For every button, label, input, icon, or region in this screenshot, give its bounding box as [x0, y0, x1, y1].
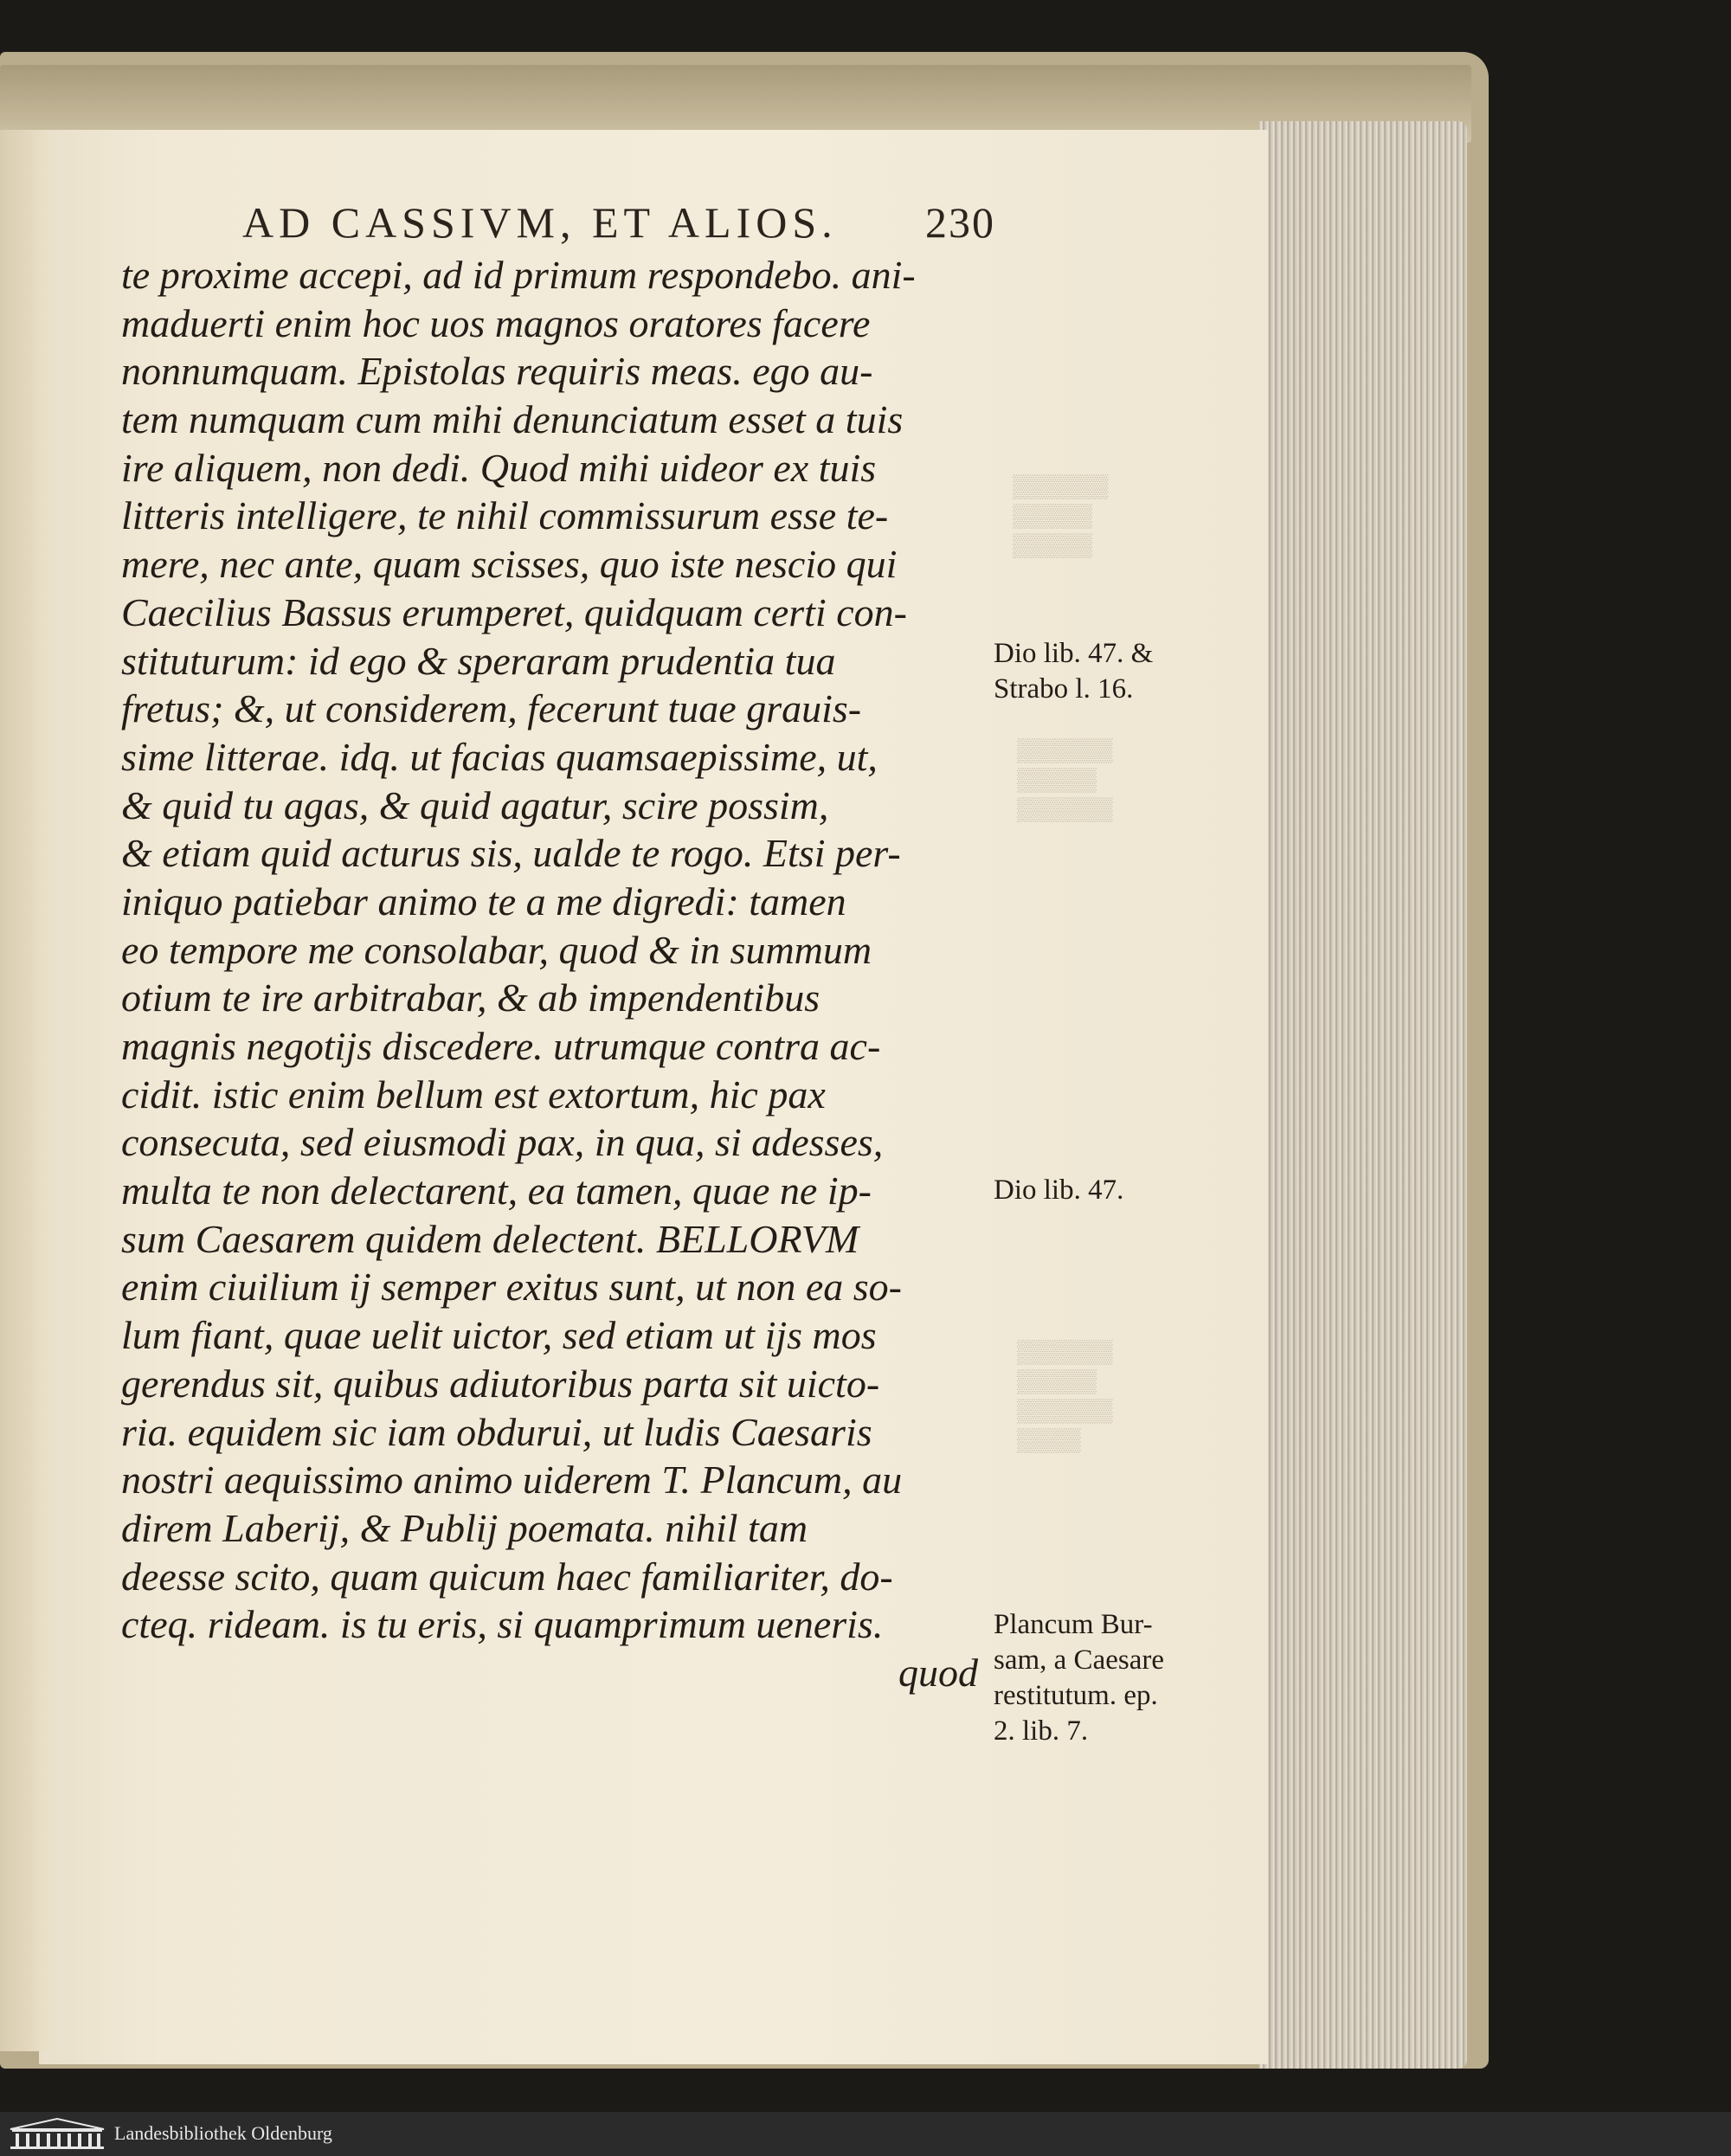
text-line: mere, nec ante, quam scisses, quo iste nescio qui [121, 542, 898, 587]
body-text [121, 251, 987, 1697]
margin-note [994, 1173, 1123, 1208]
running-title: AD CASSIVM, ET ALIOS. [242, 198, 838, 247]
text-line: direm Laberij, & Publij poemata. nihil tam [121, 1505, 808, 1550]
running-header [242, 197, 995, 246]
text-line: otium te ire arbitrabar, & ab impendentibus [121, 975, 820, 1020]
text-line: fretus; &, ut considerem, fecerunt tuae grauis- [121, 686, 862, 731]
show-through-text: ▒▒▒▒▒▒ ▒▒▒▒▒ ▒▒▒▒▒▒ ▒▒▒▒ [1017, 1339, 1113, 1452]
text-line: nonnumquam. Epistolas requiris meas. ego au- [121, 349, 873, 394]
text-line: stituturum: id ego & speraram prudentia tua [121, 638, 836, 683]
text-line: ire aliquem, non dedi. Quod mihi uideor ex tuis [121, 445, 877, 490]
text-line: litteris intelligere, te nihil commissurum esse te- [121, 493, 889, 538]
text-line: ria. equidem sic iam obdurui, ut ludis Caesaris [121, 1409, 872, 1454]
catchword: quod [898, 1650, 978, 1695]
margin-note [994, 1607, 1164, 1749]
text-line: & etiam quid acturus sis, ualde te rogo. Etsi per- [121, 831, 901, 876]
show-through-text: ▒▒▒▒▒▒ ▒▒▒▒▒ ▒▒▒▒▒ [1013, 473, 1109, 557]
text-line: te proxime accepi, ad id primum respondebo. ani- [121, 253, 916, 297]
margin-note-line: Dio lib. 47. [994, 1175, 1124, 1206]
text-line: enim ciuilium ij semper exitus sunt, ut non ea so- [121, 1265, 902, 1310]
text-line: sime litterae. idq. ut facias quamsaepissime, ut, [121, 734, 878, 779]
text-line: gerendus sit, quibus adiutoribus parta sit uicto- [121, 1361, 880, 1406]
text-line: lum fiant, quae uelit uictor, sed etiam ut ijs mos [121, 1313, 877, 1358]
text-line: & quid tu agas, & quid agatur, scire possim, [121, 782, 829, 827]
margin-note [994, 636, 1153, 707]
text-line: multa te non delectarent, ea tamen, quae ne ip- [121, 1168, 872, 1213]
library-name: Landesbibliothek Oldenburg [114, 2122, 332, 2144]
margin-note-line: Plancum Bur- [994, 1609, 1153, 1640]
text-line: iniquo patiebar animo te a me digredi: tamen [121, 878, 846, 924]
footer-bar [0, 2112, 1731, 2156]
previous-page-edge [0, 130, 52, 2051]
margin-note-line: Dio lib. 47. & [994, 638, 1154, 669]
text-line: deesse scito, quam quicum haec familiariter, do- [121, 1554, 893, 1599]
margin-note-line: restitutum. ep. [994, 1680, 1158, 1711]
text-line: nostri aequissimo animo uiderem T. Plancum, au [121, 1458, 903, 1503]
margin-note-line: Strabo l. 16. [994, 673, 1134, 705]
text-line: eo tempore me consolabar, quod & in summum [121, 927, 872, 972]
page-number: 230 [925, 198, 995, 247]
margin-note-line: sam, a Caesare [994, 1644, 1164, 1676]
margin-note-line: 2. lib. 7. [994, 1715, 1089, 1747]
text-line: magnis negotijs discedere. utrumque contra ac- [121, 1024, 881, 1068]
text-line: cidit. istic enim bellum est extortum, hic pax [121, 1072, 826, 1117]
library-building-logo [7, 2117, 107, 2150]
text-line: tem numquam cum mihi denunciatum esset a tuis [121, 397, 904, 442]
text-line: Caecilius Bassus erumperet, quidquam certi con- [121, 589, 907, 634]
page-edges [1259, 121, 1467, 2069]
text-line: sum Caesarem quidem delectent. BELLORVM [121, 1216, 859, 1261]
text-line: maduerti enim hoc uos magnos oratores facere [121, 300, 871, 345]
show-through-text: ▒▒▒▒▒▒ ▒▒▒▒▒ ▒▒▒▒▒▒ [1017, 737, 1113, 821]
text-line: consecuta, sed eiusmodi pax, in qua, si adesses, [121, 1120, 884, 1165]
text-line: cteq. rideam. is tu eris, si quamprimum ueneris. [121, 1602, 884, 1647]
